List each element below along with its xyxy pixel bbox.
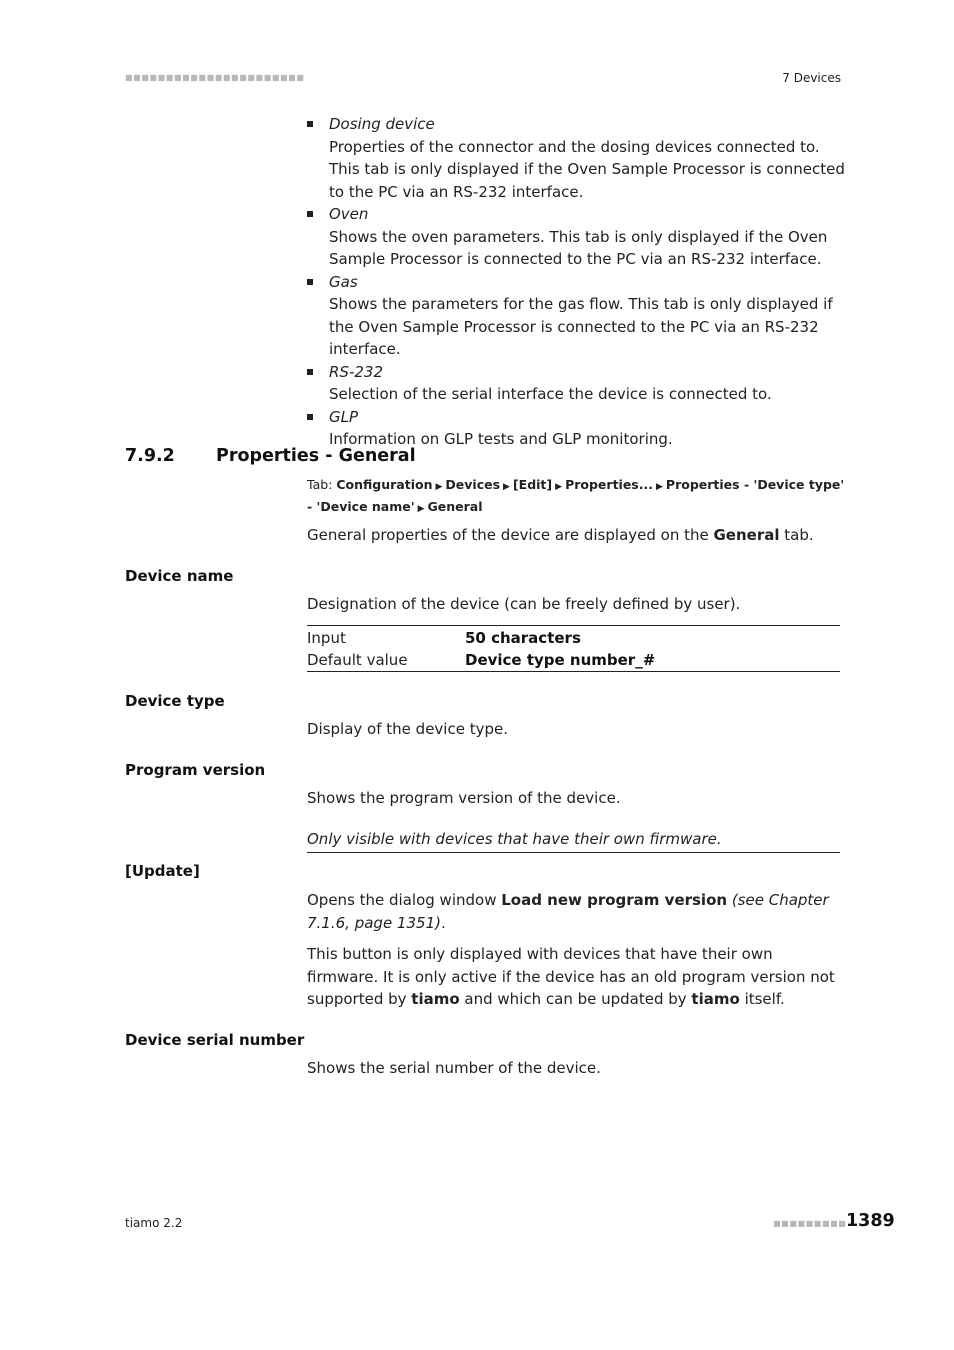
bullet-icon <box>307 211 313 217</box>
breadcrumb-prefix: Tab: <box>307 477 333 492</box>
footer-product: tiamo 2.2 <box>125 1216 183 1230</box>
table-cell-value: Device type number_# <box>465 651 656 669</box>
triangle-right-icon: ▶ <box>656 482 663 492</box>
running-header-chapter: 7 Devices <box>782 71 841 85</box>
bullet-icon <box>307 279 313 285</box>
update-text: and which can be updated by <box>459 990 692 1008</box>
update-text-end: . <box>440 913 446 932</box>
update-paragraph-2 <box>307 943 840 1011</box>
section-title: Properties - General <box>216 446 416 466</box>
list-item-title: Oven <box>329 205 369 223</box>
device-type-description: Display of the device type. <box>307 720 508 738</box>
page-number: 1389 <box>846 1211 895 1231</box>
table-cell-key: Input <box>307 629 346 647</box>
list-item <box>307 113 847 203</box>
bullet-icon <box>307 121 313 127</box>
device-name-parameter-table <box>307 625 840 672</box>
intro-paragraph <box>307 524 847 547</box>
breadcrumb <box>307 475 847 519</box>
update-text: Opens the dialog window <box>307 891 502 909</box>
breadcrumb-step: Configuration <box>336 477 433 492</box>
table-cell-key: Default value <box>307 651 408 669</box>
list-item-text: Information on GLP tests and GLP monitoring. <box>329 430 673 448</box>
table-row <box>307 627 840 649</box>
table-cell-value: 50 characters <box>465 629 581 647</box>
breadcrumb-step: General <box>427 499 483 514</box>
triangle-right-icon: ▶ <box>503 482 510 492</box>
intro-text: General properties of the device are displayed on the <box>307 526 714 544</box>
tab-list <box>307 113 847 451</box>
device-type-heading: Device type <box>125 692 225 710</box>
list-item <box>307 406 847 451</box>
footer-decoration: ■■■■■■■■■ <box>773 1219 847 1228</box>
list-item-text: Shows the parameters for the gas flow. This tab is only displayed if the Oven Sample Processor is connected to the PC via an RS-232 interface. <box>329 295 833 358</box>
intro-bold: General <box>713 526 780 544</box>
device-serial-description: Shows the serial number of the device. <box>307 1059 601 1077</box>
list-item-title: GLP <box>329 407 359 426</box>
breadcrumb-step: Properties - 'Device type' - 'Device name' <box>307 477 845 514</box>
chapter-reference-link[interactable]: (see Chapter 7.1.6, page 1351) <box>307 891 829 932</box>
header-decoration: ■■■■■■■■■■■■■■■■■■■■■■ <box>125 73 305 82</box>
triangle-right-icon: ▶ <box>435 482 443 492</box>
bullet-icon <box>307 414 313 420</box>
section-number: 7.9.2 <box>125 446 175 466</box>
device-name-description: Designation of the device (can be freely defined by user). <box>307 595 741 613</box>
program-version-note: Only visible with devices that have their own firmware. <box>307 828 840 853</box>
program-version-description: Shows the program version of the device. <box>307 789 621 807</box>
breadcrumb-step: Properties... <box>565 477 653 492</box>
list-item-title: RS-232 <box>329 362 383 381</box>
update-paragraph-1 <box>307 889 840 934</box>
table-row <box>307 649 840 671</box>
list-item-title: Gas <box>329 272 358 291</box>
list-item <box>307 361 847 406</box>
device-serial-heading: Device serial number <box>125 1031 305 1049</box>
list-item-text: Selection of the serial interface the device is connected to. <box>329 385 772 403</box>
list-item <box>307 271 847 361</box>
triangle-right-icon: ▶ <box>417 504 425 514</box>
product-name: tiamo <box>691 990 740 1008</box>
triangle-right-icon: ▶ <box>555 482 563 492</box>
product-name: tiamo <box>411 990 460 1008</box>
breadcrumb-step: Devices <box>445 477 501 492</box>
update-text: This button is only displayed with devices that have their own firmware. It is only active if the device has an old program version not supported by <box>307 945 835 1008</box>
update-heading: [Update] <box>125 862 200 880</box>
list-item <box>307 203 847 271</box>
device-name-heading: Device name <box>125 567 234 585</box>
program-version-heading: Program version <box>125 761 266 779</box>
dialog-name: Load new program version <box>501 891 728 909</box>
bullet-icon <box>307 369 313 375</box>
list-item-text: Shows the oven parameters. This tab is only displayed if the Oven Sample Processor is connected to the PC via an RS-232 interface. <box>329 227 828 268</box>
update-text-end: itself. <box>739 990 785 1008</box>
list-item-title: Dosing device <box>329 115 435 133</box>
breadcrumb-step: [Edit] <box>512 477 553 492</box>
intro-text-end: tab. <box>779 526 814 544</box>
list-item-text: Properties of the connector and the dosing devices connected to. This tab is only displayed if the Oven Sample Processor is connected to the PC via an RS-232 interface. <box>329 137 845 201</box>
